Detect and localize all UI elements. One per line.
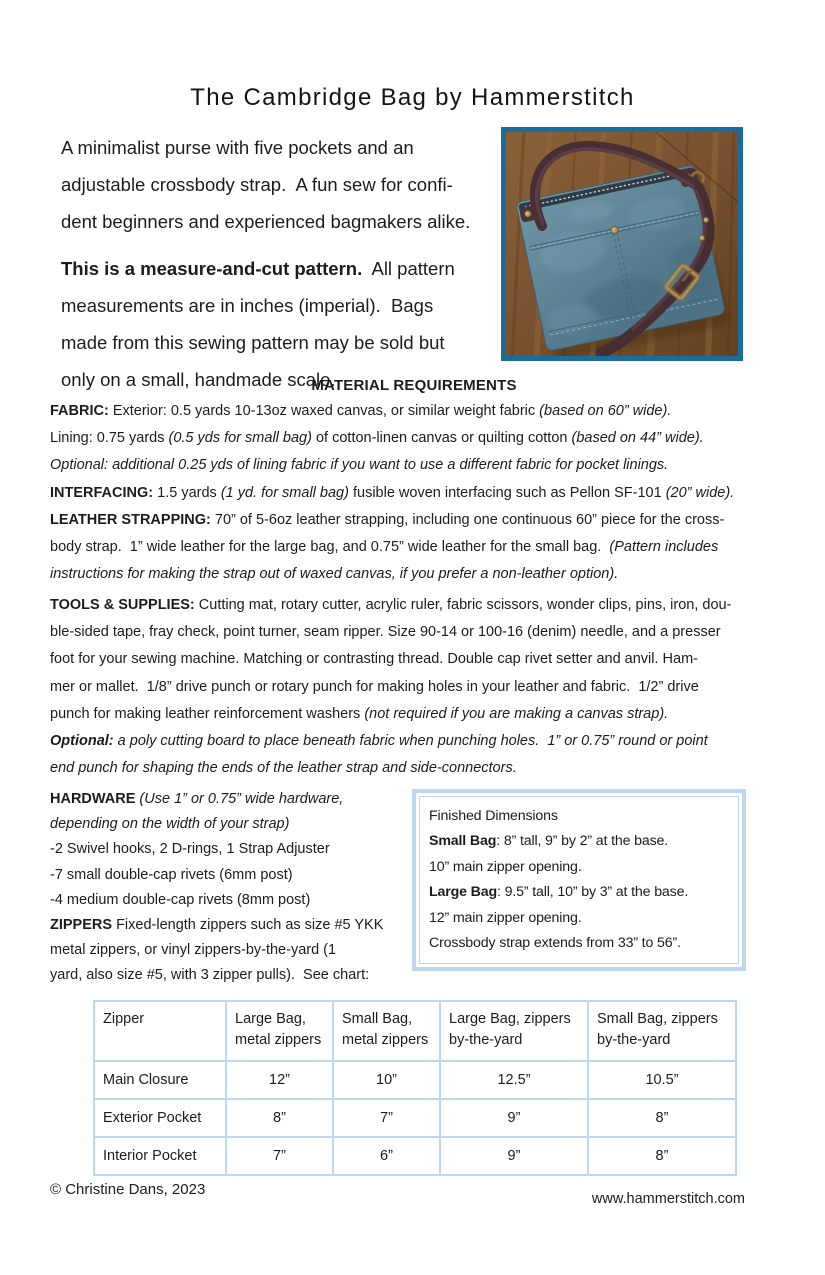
cell-value: 7” <box>226 1137 333 1175</box>
col-header-large-metal: Large Bag, metal zippers <box>226 1001 333 1061</box>
tools-supplies-text: TOOLS & SUPPLIES: Cutting mat, rotary cutter, acrylic ruler, fabric scissors, wonder clips, pins, iron, dou- ble-sided tape, fray check, point turner, seam ripper. Size 90-14 or 100-16 (denim) needle, and a presser foot for your sewing machine. Matching or contrasting thread. Double cap rivet setter and anvil. Ham- mer or mallet. 1/8” drive punch or rotary punch for making holes in your leather and fabric. 1/2” drive punch for making leather reinforcement washers (not required if you are making a canvas strap). Optional: a poly cutting board to place beneath fabric when punching holes. 1” or 0.75” round or point end punch for shaping the ends of the leather strap and side-connectors. <box>50 597 732 777</box>
cell-value: 10.5” <box>588 1061 736 1099</box>
col-header-small-metal: Small Bag, metal zippers <box>333 1001 440 1061</box>
zipper-size-table <box>93 1000 737 1176</box>
page-title: The Cambridge Bag by Hammerstitch <box>190 84 635 111</box>
cell-value: 9” <box>440 1137 588 1175</box>
table-row <box>94 1137 736 1175</box>
cell-value: 9” <box>440 1099 588 1137</box>
cell-value: 8” <box>588 1099 736 1137</box>
table-header-row <box>94 1001 736 1061</box>
strap-rivet-icon <box>703 217 708 222</box>
cell-value: 8” <box>226 1099 333 1137</box>
intro-paragraph: A minimalist purse with five pockets and an adjustable crossbody strap. A fun sew for confi- dent beginners and experienced bagmakers alike. <box>61 137 471 232</box>
material-requirements-text: FABRIC: Exterior: 0.5 yards 10-13oz waxed canvas, or similar weight fabric (based on 60” wide). Lining: 0.75 yards (0.5 yds for small bag) of cotton-linen canvas or quilting cotton (based on 44” wide). Optional: additional 0.25 yds of lining fabric if you want to use a different fabric for pocket linings. INTERFACING: 1.5 yards (1 yd. for small bag) fusible woven interfacing such as Pellon SF-101 (20” wide). LEATHER STRAPPING: 70” of 5-6oz leather strapping, including one continuous 60” piece for the cross- body strap. 1” wide leather for the large bag, and 0.75” wide leather for the small bag. (Pattern includes instructions for making the strap out of waxed canvas, if you prefer a non-leather option). <box>50 403 735 583</box>
finished-dimensions-box <box>412 789 746 971</box>
cell-value: 12” <box>226 1061 333 1099</box>
col-header-large-byyard: Large Bag, zippers by-the-yard <box>440 1001 588 1061</box>
pattern-note-paragraph: This is a measure-and-cut pattern. All pattern measurements are in inches (imperial). Bags made from this sewing pattern may be sold but only on a small, handmade scale. <box>61 258 455 390</box>
cell-value: 7” <box>333 1099 440 1137</box>
cell-value: 8” <box>588 1137 736 1175</box>
material-requirements-heading: MATERIAL REQUIREMENTS <box>311 377 517 394</box>
cell-value: 10” <box>333 1061 440 1099</box>
row-label: Main Closure <box>94 1061 226 1099</box>
bag-photo-illustration <box>506 132 738 356</box>
row-label: Interior Pocket <box>94 1137 226 1175</box>
strap-rivet-icon <box>699 235 704 240</box>
website-url: www.hammerstitch.com <box>591 1191 745 1207</box>
hardware-section: HARDWARE (Use 1” or 0.75” wide hardware, depending on the width of your strap) -2 Swivel hooks, 2 D-rings, 1 Strap Adjuster -7 small double-cap rivets (6mm post) -4 medium double-cap rivets (8mm post) ZIPPERS Fixed-length zippers such as size #5 YKK metal zippers, or vinyl zippers-by-the-yard (1 yard, also size #5, with 3 zipper pulls). See chart: <box>50 791 384 984</box>
row-label: Exterior Pocket <box>94 1099 226 1137</box>
intro-section <box>61 129 503 398</box>
cell-value: 12.5” <box>440 1061 588 1099</box>
table-row <box>94 1061 736 1099</box>
col-header-zipper: Zipper <box>94 1001 226 1061</box>
cell-value: 6” <box>333 1137 440 1175</box>
copyright-text: © Christine Dans, 2023 <box>50 1181 206 1198</box>
col-header-small-byyard: Small Bag, zippers by-the-yard <box>588 1001 736 1061</box>
finished-dimensions-text: Finished Dimensions Small Bag: 8” tall, 9” by 2” at the base. 10” main zipper opening. Large Bag: 9.5” tall, 10” by 3” at the base. 12” main zipper opening. Crossbody strap extends from 33” to 56”. <box>419 796 739 964</box>
table-row <box>94 1099 736 1137</box>
bag-photo <box>501 127 743 361</box>
